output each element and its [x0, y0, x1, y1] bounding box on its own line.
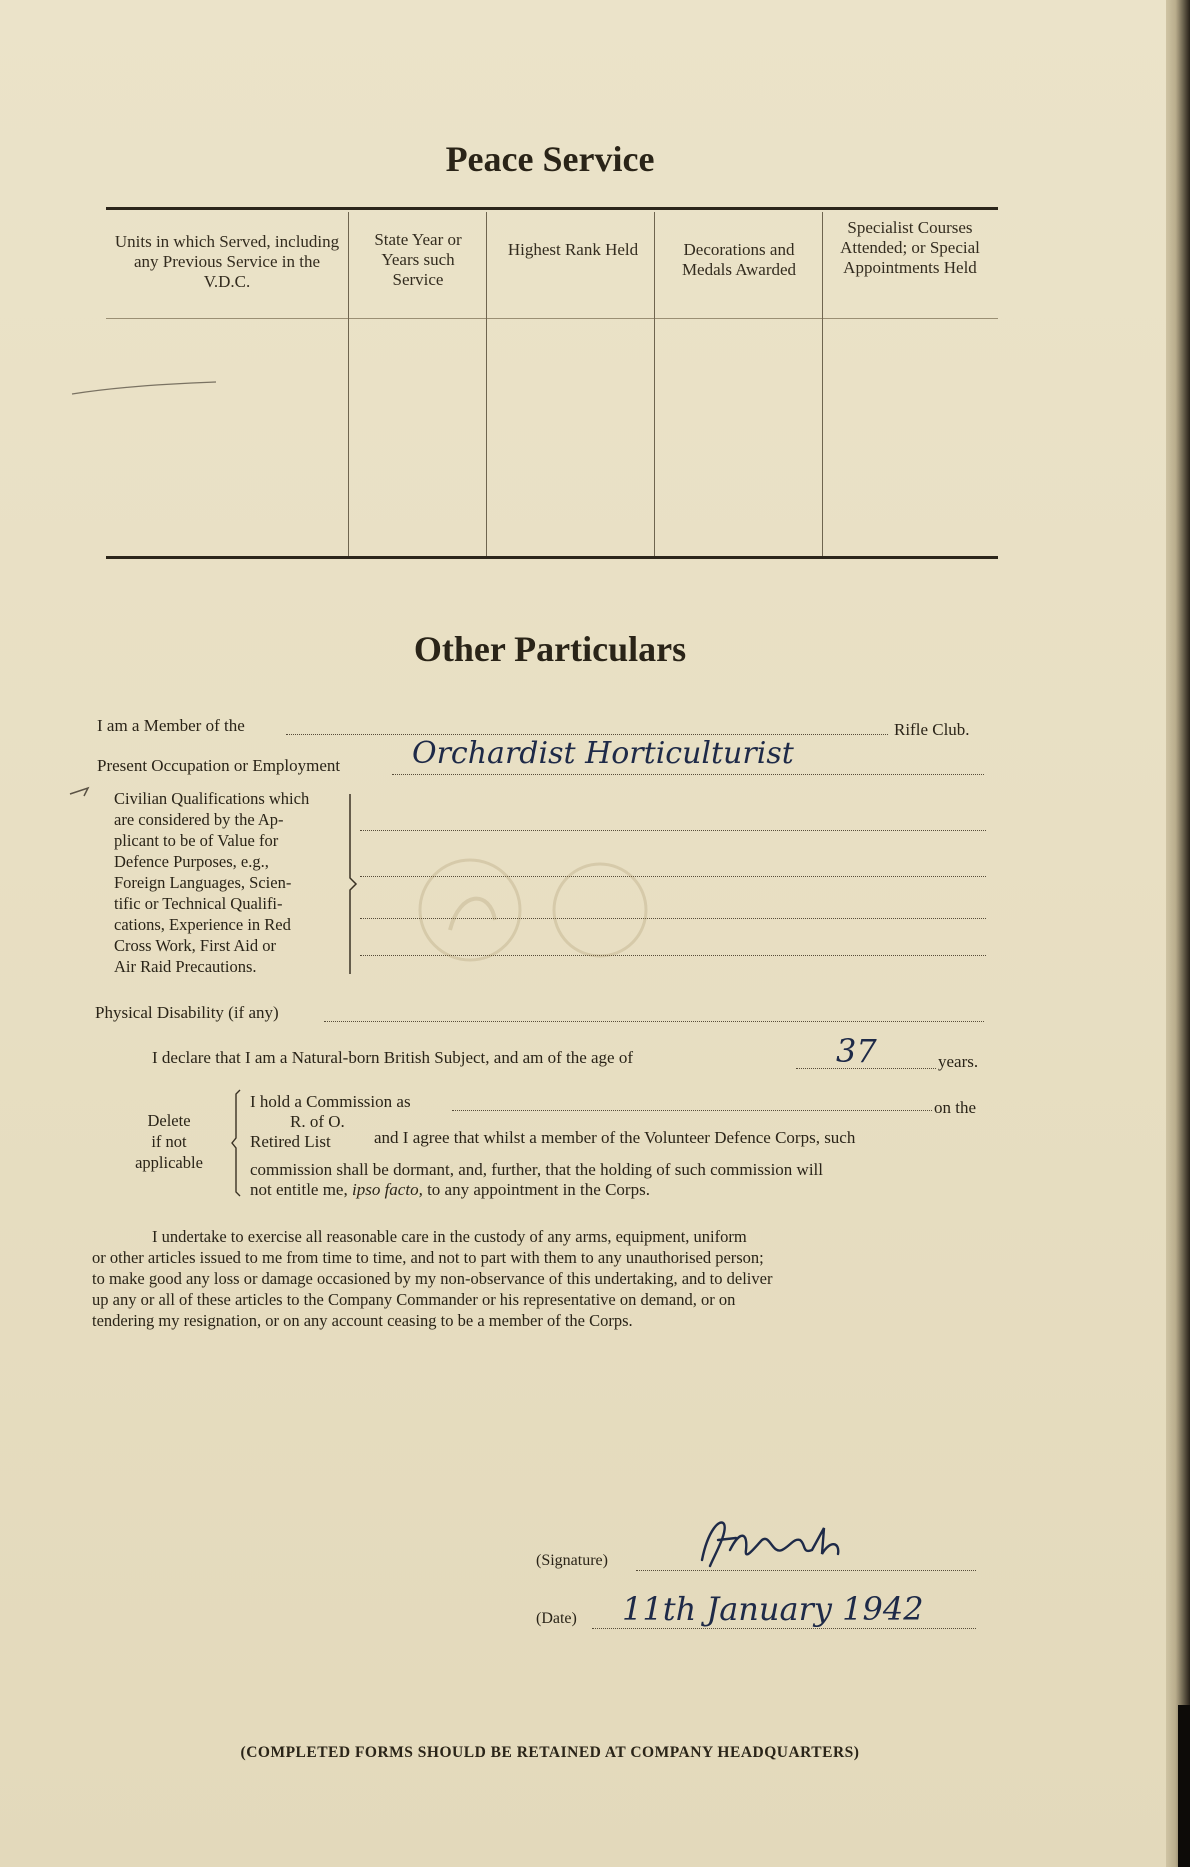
delete-note-line: if not — [151, 1132, 187, 1151]
undertaking-line: tendering my resignation, or on any account ceasing to be a member of the Corps. — [92, 1311, 633, 1330]
qualifications-label-line: tific or Technical Qualifi- — [114, 894, 283, 913]
commission-field[interactable] — [452, 1110, 932, 1111]
date-handwritten-value: 11th January 1942 — [622, 1590, 924, 1628]
commission-entitlement-part: not entitle me, — [250, 1180, 348, 1199]
ipso-facto-text: ipso facto, — [351, 1180, 423, 1199]
undertaking-line: I undertake to exercise all reasonable care in the custody of any arms, equipment, uniform — [152, 1227, 747, 1246]
qualifications-label-line: are considered by the Ap- — [114, 810, 284, 829]
rifle-club-label: I am a Member of the — [97, 716, 245, 735]
table-divider — [486, 212, 487, 556]
disability-label: Physical Disability (if any) — [95, 1003, 279, 1022]
other-particulars-title: Other Particulars — [413, 629, 687, 669]
column-header-decorations: Decorations and Medals Awarded — [681, 240, 797, 279]
occupation-field[interactable] — [392, 774, 984, 775]
occupation-handwritten-value: Orchardist Horticulturist — [412, 736, 794, 771]
qualifications-brace — [346, 792, 360, 978]
commission-entitlement-part: to any appointment in the Corps. — [427, 1180, 650, 1199]
table-header-rule — [106, 318, 998, 319]
qualifications-label — [114, 788, 354, 977]
rifle-club-field[interactable] — [286, 734, 888, 735]
undertaking-line: or other articles issued to me from time to time, and not to part with them to any unauthorised person; — [92, 1248, 764, 1267]
delete-note-line: applicable — [135, 1153, 203, 1172]
qualifications-label-line: Defence Purposes, e.g., — [114, 852, 269, 871]
retired-list-label: Retired List — [250, 1132, 331, 1151]
stray-pen-mark — [70, 378, 220, 398]
qualifications-label-line: Air Raid Precautions. — [114, 957, 257, 976]
commission-brace — [230, 1088, 244, 1198]
column-header-units: Units in which Served, including any Previous Service in the V.D.C. — [114, 232, 340, 291]
table-divider — [348, 212, 349, 556]
qualifications-label-line: Cross Work, First Aid or — [114, 936, 277, 955]
occupation-label: Present Occupation or Employment — [97, 756, 341, 775]
rifle-club-suffix: Rifle Club. — [894, 720, 970, 739]
date-field[interactable] — [592, 1628, 976, 1629]
delete-note-line: Delete — [147, 1111, 191, 1130]
commission-entitlement-text — [250, 1180, 650, 1200]
column-header-years: State Year or Years such Service — [374, 230, 462, 289]
qualifications-label-line: cations, Experience in Red — [114, 915, 291, 934]
page-edge-shadow — [1178, 1705, 1190, 1867]
page-edge — [1166, 0, 1190, 1867]
disability-field[interactable] — [324, 1021, 984, 1022]
commission-line-end: on the — [934, 1098, 977, 1117]
table-divider — [654, 212, 655, 556]
table-divider — [822, 212, 823, 556]
handwritten-signature — [690, 1510, 860, 1574]
margin-check-mark — [68, 784, 94, 798]
date-label: (Date) — [536, 1610, 577, 1627]
collection-stamp — [410, 850, 670, 970]
footer-instruction: (COMPLETED FORMS SHOULD BE RETAINED AT COMPANY HEADQUARTERS) — [240, 1744, 860, 1761]
commission-agreement-text: and I agree that whilst a member of the Volunteer Defence Corps, such — [374, 1128, 856, 1147]
table-bottom-rule — [106, 556, 998, 559]
declaration-text: I declare that I am a Natural-born British Subject, and am of the age of — [152, 1048, 634, 1067]
undertaking-line: up any or all of these articles to the Company Commander or his representative on demand, or on — [92, 1290, 736, 1309]
declaration-suffix: years. — [938, 1052, 979, 1071]
reserve-of-officers-label: R. of O. — [290, 1112, 345, 1131]
qualifications-label-line: plicant to be of Value for — [114, 831, 279, 850]
age-handwritten-value: 37 — [836, 1032, 877, 1070]
qualifications-label-line: Foreign Languages, Scien- — [114, 873, 292, 892]
signature-label: (Signature) — [536, 1552, 608, 1569]
delete-if-not-applicable-note — [114, 1110, 224, 1173]
column-header-specialist: Specialist Courses Attended; or Special Appointments Held — [840, 218, 980, 277]
peace-service-title: Peace Service — [445, 139, 655, 179]
qualifications-field-line-1[interactable] — [360, 830, 986, 831]
column-header-rank: Highest Rank Held — [507, 240, 639, 259]
table-top-rule — [106, 207, 998, 210]
undertaking-line: to make good any loss or damage occasioned by my non-observance of this undertaking, and to deliver — [92, 1269, 773, 1288]
commission-line: I hold a Commission as — [250, 1092, 411, 1111]
commission-dormant-text: commission shall be dormant, and, further, that the holding of such commission will — [250, 1160, 823, 1179]
qualifications-label-line: Civilian Qualifications which — [114, 789, 310, 808]
